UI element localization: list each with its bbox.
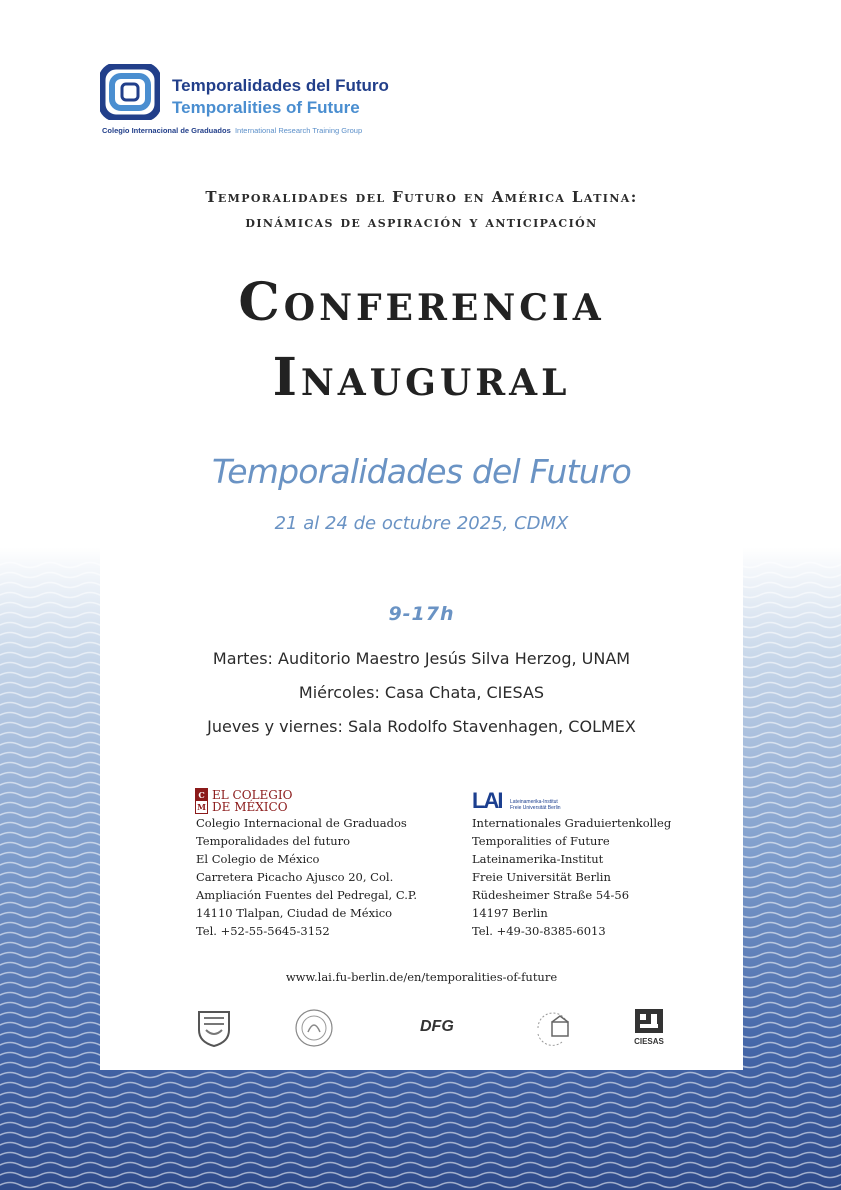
- dfg-logo: DFG: [420, 1018, 454, 1035]
- event-dates: 21 al 24 de octubre 2025, CDMX: [274, 513, 569, 534]
- main-title-line2: Inaugural: [272, 347, 571, 408]
- address-phone: Tel. +49-30-8385-6013: [472, 924, 606, 938]
- venue-wednesday: Miércoles: Casa Chata, CIESAS: [298, 683, 545, 702]
- program-title-line2: dinámicas de aspiración y anticipación: [245, 213, 598, 231]
- fu-berlin-seal-icon: [292, 1008, 336, 1048]
- address-line: Carretera Picacho Ajusco 20, Col.: [196, 870, 394, 884]
- program-title-line1: Temporalidades del Futuro en América Latina:: [205, 188, 638, 206]
- website-link[interactable]: www.lai.fu-berlin.de/en/temporalities-of-future: [285, 970, 558, 984]
- event-hours: 9-17h: [388, 603, 455, 625]
- address-line: Lateinamerika-Institut: [472, 852, 604, 866]
- address-line: Internationales Graduiertenkolleg: [472, 816, 672, 830]
- university-seal-icon: [532, 1008, 574, 1048]
- colmex-logo-icon: C M: [195, 788, 208, 814]
- address-line: 14197 Berlin: [472, 906, 548, 920]
- address-line: El Colegio de México: [196, 852, 320, 866]
- logo-title-en: Temporalities of Future: [172, 98, 360, 117]
- ciesas-logo: [631, 1008, 667, 1048]
- address-line: 14110 Tlalpan, Ciudad de México: [196, 906, 393, 920]
- logo-title-es: Temporalidades del Futuro: [172, 76, 389, 95]
- address-line: Rüdesheimer Straße 54-56: [472, 888, 630, 902]
- address-line: Ampliación Fuentes del Pedregal, C.P.: [196, 888, 417, 902]
- lai-logo-mark: LAI: [472, 788, 502, 813]
- logo-subtitle: [102, 126, 362, 135]
- colmex-logo-line2: DE MÉXICO: [212, 800, 288, 814]
- venue-tuesday: Martes: Auditorio Maestro Jesús Silva Herzog, UNAM: [212, 649, 631, 668]
- venue-thursday-friday: Jueves y viernes: Sala Rodolfo Stavenhagen, COLMEX: [207, 717, 636, 736]
- temporalities-logo-icon: [100, 64, 160, 120]
- unam-logo-icon: [196, 1008, 232, 1048]
- colmex-logo: [195, 788, 355, 814]
- lai-logo: [472, 788, 592, 814]
- lai-address: [472, 814, 671, 940]
- ciesas-logo-icon: [631, 1008, 667, 1034]
- lai-logo-line2: Freie Universität Berlin: [510, 805, 561, 811]
- logo-subtitle-es: Colegio Internacional de Graduados: [102, 126, 231, 135]
- main-title-line1: Conferencia: [238, 272, 605, 333]
- colmex-address: [196, 814, 417, 940]
- address-line: Temporalidades del futuro: [196, 834, 351, 848]
- logo-subtitle-en: International Research Training Group: [234, 126, 363, 135]
- address-line: Temporalities of Future: [472, 834, 610, 848]
- temporalities-logo: [100, 62, 410, 140]
- lai-logo-line1: Lateinamerika-Institut: [510, 799, 558, 805]
- address-phone: Tel. +52-55-5645-3152: [196, 924, 330, 938]
- ciesas-logo-text: CIESAS: [634, 1037, 664, 1046]
- address-line: Colegio Internacional de Graduados: [196, 816, 407, 830]
- address-line: Freie Universität Berlin: [472, 870, 611, 884]
- event-name: Temporalidades del Futuro: [212, 452, 631, 491]
- colmex-logo-line1: EL COLEGIO: [212, 788, 293, 802]
